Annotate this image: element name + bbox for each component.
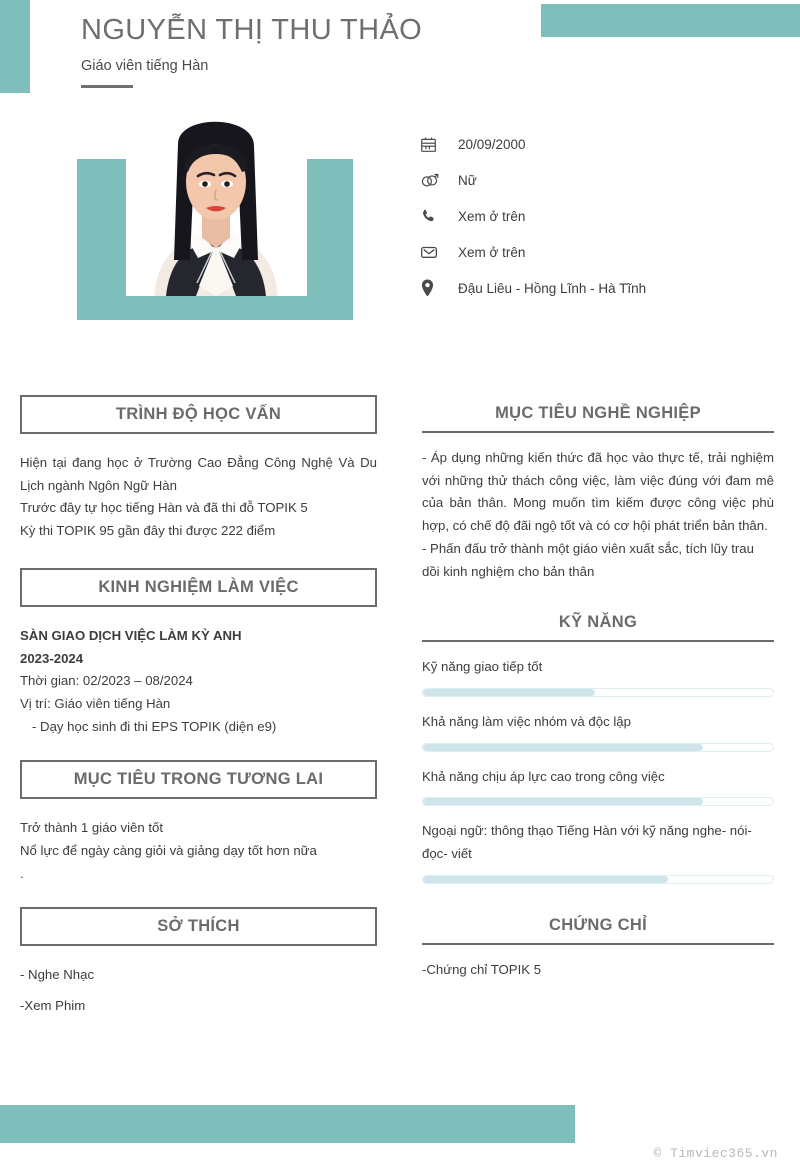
email-icon <box>420 243 450 261</box>
objective-paragraph-1: - Áp dụng những kiến thức đã học vào thực tế, trải nghiệm với những thử thách công việc, làm việc đúng với đam mê của bản thân. Mong muốn tìm kiếm được công việc phù hợp, có chế độ đãi ngộ tốt và có cơ hội phát triển bản thân. <box>422 450 774 534</box>
section-education <box>20 395 377 543</box>
skill-label: Kỹ năng giao tiếp tốt <box>422 659 543 675</box>
skill-progress-track <box>422 797 774 806</box>
skill-progress-fill <box>423 689 595 696</box>
contact-row-gender <box>420 162 790 198</box>
skill-progress-track <box>422 875 774 884</box>
site-watermark: © Timviec365.vn <box>653 1146 778 1161</box>
experience-years: 2023-2024 <box>20 650 84 666</box>
section-hobbies <box>20 907 377 1017</box>
education-body <box>20 452 377 543</box>
contact-value-gender: Nữ <box>458 172 477 188</box>
section-experience <box>20 568 377 739</box>
skill-item <box>422 766 774 807</box>
objective-body <box>422 447 774 583</box>
skill-label: Khả năng chịu áp lực cao trong công việc <box>422 768 665 784</box>
experience-duty: - Dạy học sinh đi thi EPS TOPIK (diện e9) <box>32 718 277 734</box>
contact-row-email <box>420 234 790 270</box>
skill-item <box>422 656 774 697</box>
hobbies-heading: SỞ THÍCH <box>20 907 377 946</box>
experience-period: Thời gian: 02/2023 – 08/2024 <box>20 673 193 689</box>
education-line-2: Trước đây tự học tiếng Hàn và đã thi đỗ TOPIK 5 <box>20 500 308 516</box>
skill-progress-fill <box>423 876 668 883</box>
cv-header <box>81 12 521 88</box>
title-underline <box>81 85 133 88</box>
skill-progress-track <box>422 688 774 697</box>
section-skills <box>422 613 774 884</box>
contact-value-birthdate: 20/09/2000 <box>458 136 526 152</box>
location-pin-icon <box>420 279 450 297</box>
certificates-body <box>422 959 774 982</box>
contact-row-phone <box>420 198 790 234</box>
section-future-goal <box>20 760 377 885</box>
education-line-1: Hiện tại đang học ở Trường Cao Đẳng Công Nghệ Và Du Lịch ngành Ngôn Ngữ Hàn <box>20 455 377 493</box>
candidate-job-title: Giáo viên tiếng Hàn <box>81 58 209 75</box>
experience-company: SÀN GIAO DỊCH VIỆC LÀM KỲ ANH <box>20 627 242 643</box>
contact-row-address <box>420 270 790 306</box>
experience-body <box>20 625 377 739</box>
objective-heading: MỤC TIÊU NGHỀ NGHIỆP <box>422 404 774 433</box>
contact-row-birthdate <box>420 126 790 162</box>
education-heading: TRÌNH ĐỘ HỌC VẤN <box>20 395 377 434</box>
header-accent-bar-left <box>0 0 30 93</box>
footer-accent-bar <box>0 1105 575 1143</box>
skill-label: Ngoại ngữ: thông thạo Tiếng Hàn với kỹ năng nghe- nói- đọc- viết <box>422 823 752 862</box>
certificates-line-1: -Chứng chỉ TOPIK 5 <box>422 961 542 977</box>
objective-paragraph-2: - Phấn đấu trở thành một giáo viên xuất sắc, tích lũy trau dồi kinh nghiệm cho bản thân <box>422 540 754 579</box>
skill-progress-fill <box>423 798 703 805</box>
hobbies-line-1: - Nghe Nhạc <box>20 967 95 983</box>
future-goal-line-2: Nổ lực để ngày càng giỏi và giảng dạy tốt hơn nữa <box>20 843 317 859</box>
skill-item <box>422 711 774 752</box>
education-line-3: Kỳ thi TOPIK 95 gần đây thi được 222 điểm <box>20 523 276 539</box>
experience-position: Vị trí: Giáo viên tiếng Hàn <box>20 695 171 711</box>
hobbies-body <box>20 964 377 1017</box>
skills-heading: KỸ NĂNG <box>422 613 774 642</box>
calendar-icon <box>420 136 450 153</box>
contact-value-email: Xem ở trên <box>458 244 526 260</box>
candidate-photo <box>126 110 307 296</box>
section-certificates <box>422 916 774 982</box>
future-goal-line-3: . <box>20 865 24 881</box>
future-goal-line-1: Trở thành 1 giáo viên tốt <box>20 820 164 836</box>
hobbies-line-2: -Xem Phim <box>20 998 86 1014</box>
header-accent-bar-right <box>541 4 800 37</box>
left-column <box>20 395 377 1018</box>
experience-heading: KINH NGHIỆM LÀM VIỆC <box>20 568 377 607</box>
contact-block <box>420 126 790 306</box>
future-goal-heading: MỤC TIÊU TRONG TƯƠNG LAI <box>20 760 377 799</box>
future-goal-body <box>20 817 377 885</box>
contact-value-phone: Xem ở trên <box>458 208 526 224</box>
gender-icon <box>420 171 450 190</box>
skill-progress-track <box>422 743 774 752</box>
skill-label: Khả năng làm việc nhóm và độc lập <box>422 713 631 729</box>
contact-value-address: Đậu Liêu - Hồng Lĩnh - Hà Tĩnh <box>458 280 647 296</box>
candidate-name: NGUYỄN THỊ THU THẢO <box>81 14 423 46</box>
certificates-heading: CHỨNG CHỈ <box>422 916 774 945</box>
phone-icon <box>420 208 450 224</box>
skill-item <box>422 820 774 883</box>
skill-progress-fill <box>423 744 703 751</box>
section-objective <box>422 404 774 583</box>
right-column <box>422 404 774 981</box>
